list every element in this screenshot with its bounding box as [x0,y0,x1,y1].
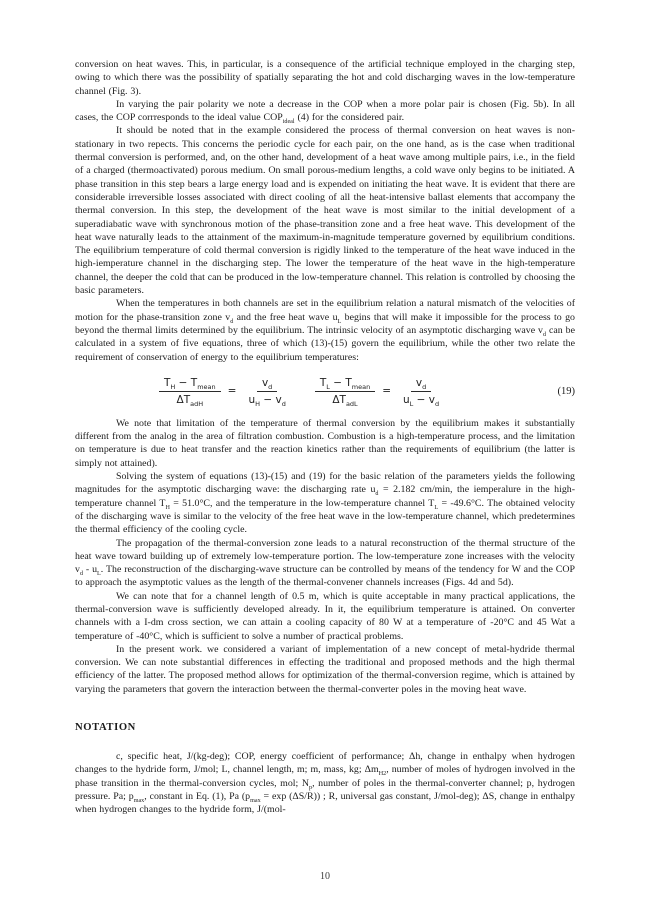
fraction-denominator: $u_L - v_d$ [403,393,440,408]
fraction-numerator: $T_L - T_{mean}$ [315,377,375,392]
equals-sign: = [227,385,237,398]
fraction-denominator: $\Delta T_{adL}$ [332,393,358,408]
fraction [398,377,444,406]
paragraph-continuation: conversion on heat waves. This, in particular, is a consequence of the artificial technique employed in the charging step, owing to which there was the possibility of spatially separating the hot and cold discharging waves in the low-temperature channel (Fig. 3). [75,59,575,97]
fraction-denominator: $u_H - v_d$ [248,393,286,408]
page-number: 10 [320,871,330,882]
paragraph-present-work: In the present work. we considered a variant of implementation of a new concept of metal-hydride thermal conversion. We can note substantial differences in effecting the traditional and proposed methods and the high thermal efficiency of the latter. The proposed method allows for optimization of the thermal-conversion regime, which is attained by varying the parameters that govern the interaction between the thermal-converter poles in the moving heat wave. [75,643,575,695]
equation-19 [75,377,575,406]
fraction [243,377,290,406]
paragraph-channel-length: We can note that for a channel length of 0.5 m, which is quite acceptable in many practical applications, the thermal-conversion wave is sufficiently developed already. In it, the equilibrium temperature is attained. On converter channels with a I-dm cross section, we can attain a cooling capacity of 80 W at a temperature of -20°C and 45 Wat a temperature of -40°C, which is sufficient to solve a number of practical problems. [75,590,575,642]
paragraph-notation-list: c, specific heat, J/(kg-deg); COP, energy coefficient of performance; Δh, change in enthalpy when hydrogen changes to the hydride form, J/mol; L, channel length, m; m, mass, kg; $\Delta m_{H2}$, number of moles of hydrogen involved in the phase transition in the thermal-conversion cycles, mol; $N_p$, number of poles in the thermal-converter channel; p, hydrogen pressure. Pa; $p_{max}$, constant in Eq. (1), Pa $(p_{max} = \exp (\Delta S/R))$ ; R, universal gas constant, J/mol-deg); ΔS, change in enthalpy when hydrogen changes to the hydride form, J/(mol- [75,751,576,816]
notation-heading: NOTATION [75,722,136,734]
fraction-numerator: $T_H - T_{mean}$ [159,377,221,392]
paragraph-solving-system: Solving the system of equations (13)-(15) and (19) for the basic relation of the parameters yields the following magnitudes for the asymptotic discharging wave: the discharging rate $u_d = 2.182$ cm/min, the iemperalure in the high-temperature channel $T_H = 51.0^\circ C$, and the temperature in the low-temperature channel $T_L = -49.6^\circ C$. The obtained velocity of the discharging wave is similar to the velocity of the free heat wave in the low-temperature channel, which predetermines the thermal efficiency of the cooling cycle. [75,471,576,536]
paragraph-propagation: The propagation of the thermal-conversion zone leads to a natural reconstruction of the thermal structure of the heat wave toward building up of extremely low-temperature portion. The low-temperature zone increases with the velocity $v_d - u_L$. The reconstruction of the discharging-wave structure can be controlled by means of the tendency for W and the COP to approach the asymptotic values as the length of the thermal-convener channels increases (Figs. 4d and 5d). [75,537,575,589]
fraction-numerator: $v_d$ [411,377,431,392]
equation-19-first [159,377,291,406]
paragraph-pair-polarity: In varying the pair polarity we note a decrease in the COP when a more polar pair is chosen (Fig. 5b). In all cases, the COP corrresponds to the ideal value $COP_{ideal}$ (4) for the considered pair. [75,98,575,126]
paragraph-equilibrium-relation: When the temperatures in both channels are set in the equilibrium relation a natural mismatch of the velocities of motion for the phase-transition zone $v_d$ and the free heat wave $u_L$ begins that will make it impossible for the process to go beyond the thermal limits determined by the equilibrium. The intrinsic velocity of an asymptotic discharging wave $v_d$ can be calculated in a system of five equations, three of which (13)-(15) govern the equilibrium, while the other two relate the requirement of conservation of energy to the equilibrium temperatures: [75,298,575,363]
equation-19-second [315,377,444,406]
fraction [159,377,221,406]
paragraph-non-stationary: It should be noted that in the example considered the process of thermal conversion on heat waves is non-stationary in two repects. This concerns the periodic cycle for each pair, on the one hand, as is the case when traditional thermal conversion is performed, and, on the other hand, development of a heat wave among multiple pairs, i.e., in the field of a charged (thermoactivated) porous medium. On small porous-medium lengths, a cold wave only begins to be initiated. A phase transition in this step bears a large energy load and is expended on initiating the heat wave. It is evident that there are considerable irreversible losses associated with direct cooling of all the heat-intensive ballast elements that accompany the thermal conversion. In this step, the development of the heat wave is most similar to the initial development of a superadiabatic wave with synchronous motion of the phase-transition zone and a free heat wave. This development of the heat wave naturally leads to the attainment of the maximum-in-magnitude temperature governed by equilibrium conditions. The equilibrium temperature of cold thermal conversion is rigidly linked to the temperature of the heat wave induced in the high-iemperature channel in the discharging step. The lower the temperature of the heat wave in the high-temperature channel, the deeper the cold that can be produced in the low-temperature channel. This relation is controlled by choosing the basic parameters. [75,125,575,297]
fraction-numerator: $v_d$ [257,377,277,392]
equals-sign: = [382,385,392,398]
paragraph-limitation: We note that limitation of the temperature of thermal conversion by the equilibrium makes it substantially different from the analog in the area of filtration combustion. Combustion is a high-temperature process, and the limitation on temperature is due to heat transfer and the reaction kinetics rather than the requirements of equilibrium (the latter is simply not attained). [75,417,575,469]
fraction-denominator: $\Delta T_{adH}$ [176,393,204,408]
equation-number: (19) [557,385,575,397]
fraction [315,377,375,406]
